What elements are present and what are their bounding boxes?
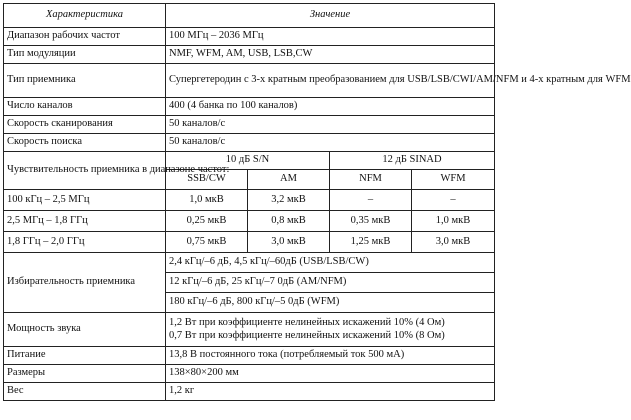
selectivity-row	[4, 253, 495, 273]
search-speed-label: Скорость поиска	[4, 134, 166, 152]
weight-label: Вес	[4, 383, 166, 401]
row-audio-power	[4, 313, 495, 347]
sensitivity-col-ssb-cw: SSB/CW	[166, 170, 248, 190]
search-speed-value: 50 каналов/с	[166, 134, 495, 152]
sensitivity-range: 1,8 ГГц – 2,0 ГГц	[4, 232, 166, 253]
selectivity-line: 12 кГц/–6 дБ, 25 кГц/–7 0дБ (AM/NFM)	[166, 273, 495, 293]
sensitivity-value: 1,0 мкВ	[412, 211, 495, 232]
scan-speed-label: Скорость сканирования	[4, 116, 166, 134]
sensitivity-label: Чувствительность приемника в диапазоне частот:	[4, 152, 166, 190]
sensitivity-value: 3,0 мкВ	[412, 232, 495, 253]
freq-range-value: 100 МГц – 2036 МГц	[166, 28, 495, 46]
row-search-speed	[4, 134, 495, 152]
scan-speed-value: 50 каналов/с	[166, 116, 495, 134]
sensitivity-range: 100 кГц – 2,5 МГц	[4, 190, 166, 211]
sensitivity-group-sinad: 12 дБ SINAD	[330, 152, 495, 170]
row-dimensions	[4, 365, 495, 383]
row-modulation	[4, 46, 495, 64]
modulation-value: NMF, WFM, AM, USB, LSB,CW	[166, 46, 495, 64]
sensitivity-value: 1,25 мкВ	[330, 232, 412, 253]
power-supply-label: Питание	[4, 347, 166, 365]
modulation-label: Тип модуляции	[4, 46, 166, 64]
row-channels	[4, 98, 495, 116]
sensitivity-value: 0,25 мкВ	[166, 211, 248, 232]
receive-type-value: Супергетеродин с 3-х кратным преобразованием для USB/LSB/CWI/AM/NFM и 4-х кратным для WFM	[166, 64, 495, 98]
spec-table	[3, 3, 631, 401]
selectivity-label: Избирательность приемника	[4, 253, 166, 313]
sensitivity-row	[4, 190, 495, 211]
sensitivity-value: –	[412, 190, 495, 211]
sensitivity-value: 3,0 мкВ	[248, 232, 330, 253]
header-value: Значение	[166, 4, 495, 28]
channels-value: 400 (4 банка по 100 каналов)	[166, 98, 495, 116]
freq-range-label: Диапазон рабочих частот	[4, 28, 166, 46]
sensitivity-row	[4, 211, 495, 232]
power-supply-value: 13,8 В постоянного тока (потребляемый ток 500 мА)	[166, 347, 495, 365]
row-receive-type	[4, 64, 495, 98]
sensitivity-group-sn: 10 дБ S/N	[166, 152, 330, 170]
row-weight	[4, 383, 495, 401]
sensitivity-col-nfm: NFM	[330, 170, 412, 190]
sensitivity-col-am: AM	[248, 170, 330, 190]
selectivity-line: 2,4 кГц/–6 дБ, 4,5 кГц/–60дБ (USB/LSB/CW)	[166, 253, 495, 273]
channels-label: Число каналов	[4, 98, 166, 116]
row-scan-speed	[4, 116, 495, 134]
audio-power-value	[166, 313, 495, 347]
dimensions-label: Размеры	[4, 365, 166, 383]
audio-power-line: 1,2 Вт при коэффициенте нелинейных искажений 10% (4 Ом)	[169, 317, 445, 329]
header-param: Характеристика	[4, 4, 166, 28]
dimensions-value: 138×80×200 мм	[166, 365, 495, 383]
sensitivity-value: 3,2 мкВ	[248, 190, 330, 211]
sensitivity-value: 0,35 мкВ	[330, 211, 412, 232]
weight-value: 1,2 кг	[166, 383, 495, 401]
sensitivity-value: 1,0 мкВ	[166, 190, 248, 211]
sensitivity-row	[4, 232, 495, 253]
sensitivity-value: 0,8 мкВ	[248, 211, 330, 232]
header-row	[4, 4, 495, 28]
sensitivity-range: 2,5 МГц – 1,8 ГГц	[4, 211, 166, 232]
selectivity-line: 180 кГц/–6 дБ, 800 кГц/–5 0дБ (WFM)	[166, 293, 495, 313]
sensitivity-value: –	[330, 190, 412, 211]
row-freq-range	[4, 28, 495, 46]
audio-power-line: 0,7 Вт при коэффициенте нелинейных искажений 10% (8 Ом)	[169, 329, 445, 341]
sensitivity-value: 0,75 мкВ	[166, 232, 248, 253]
sensitivity-col-wfm: WFM	[412, 170, 495, 190]
audio-power-label: Мощность звука	[4, 313, 166, 347]
receive-type-label: Тип приемника	[4, 64, 166, 98]
sensitivity-group-row	[4, 152, 495, 170]
row-power-supply	[4, 347, 495, 365]
